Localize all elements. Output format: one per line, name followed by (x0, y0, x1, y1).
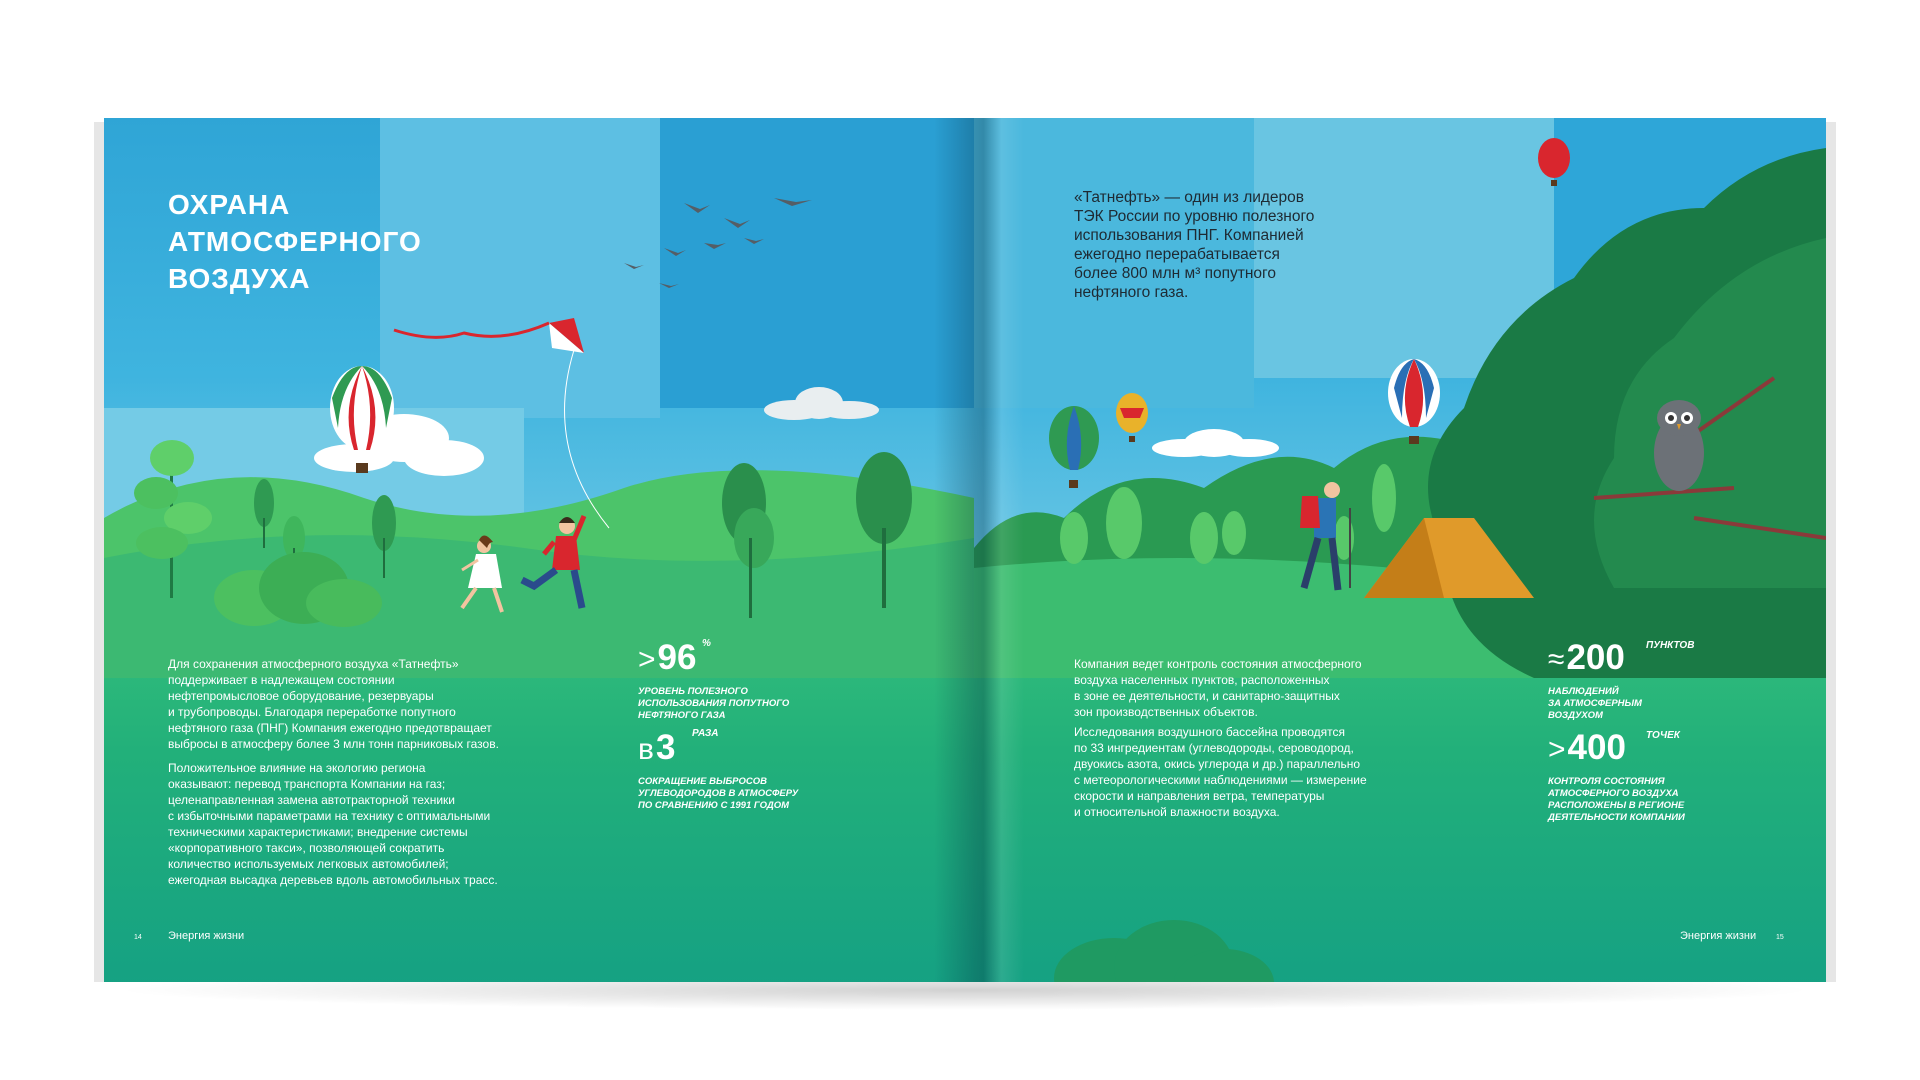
footer-label: Энергия жизни (1680, 930, 1757, 942)
stat-value: 200 (1566, 638, 1625, 677)
stat-value: 3 (655, 728, 676, 767)
stat-unit: ТОЧЕК (1646, 730, 1680, 741)
stat-value: 96 (657, 638, 697, 677)
stat-block (1548, 638, 1778, 722)
hot-air-balloon-icon (1116, 393, 1148, 442)
stat-unit: % (702, 638, 711, 649)
hot-air-balloon-icon (1388, 359, 1440, 444)
owl-icon (1654, 400, 1704, 491)
stat-block (1548, 728, 1778, 824)
page-title: ОХРАНА АТМОСФЕРНОГО ВОЗДУХА (168, 189, 422, 294)
cloud-icon (764, 387, 879, 420)
stat-unit: РАЗА (692, 728, 719, 739)
stat-block (638, 728, 868, 812)
cloud-icon (1152, 429, 1279, 457)
stat-block (638, 638, 868, 722)
intro-text: «Татнефть» — один из лидеров ТЭК России по уровню полезного использования ПНГ. Компанией ежегодно перерабатывается более 800 млн м³ попутного нефтяного газа. (1074, 189, 1315, 301)
page-edge-left (94, 122, 104, 982)
stat-caption: КОНТРОЛЯ СОСТОЯНИЯ АТМОСФЕРНОГО ВОЗДУХА РАСПОЛОЖЕНЫ В РЕГИОНЕ ДЕЯТЕЛЬНОСТИ КОМПАНИИ (1548, 776, 1685, 823)
stat-caption: СОКРАЩЕНИЕ ВЫБРОСОВ УГЛЕВОДОРОДОВ В АТМОСФЕРУ ПО СРАВНЕНИЮ С 1991 ГОДОМ (638, 776, 799, 811)
bush-icon (1054, 920, 1274, 982)
page-number: 14 (134, 934, 142, 941)
body-paragraph: Для сохранения атмосферного воздуха «Татнефть» поддерживает в надлежащем состоянии нефтепромысловое оборудование, резервуары и трубопроводы. Благодаря переработке попутного нефтяного газа (ПНГ) Компания ежегодно предотвращает выбросы в атмосферу более 3 млн тонн парниковых газов. (168, 657, 499, 751)
stat-caption: НАБЛЮДЕНИЙ ЗА АТМОСФЕРНЫМ ВОЗДУХОМ (1548, 686, 1642, 721)
stat-prefix: > (638, 643, 656, 676)
right-page (974, 118, 1826, 982)
left-page (104, 118, 974, 982)
brochure-spread (104, 118, 1826, 982)
page-edge-right (1826, 122, 1836, 982)
stat-unit: ПУНКТОВ (1646, 640, 1695, 651)
hot-air-balloon-icon (1049, 406, 1099, 488)
hot-air-balloon-icon (1538, 138, 1570, 186)
stat-caption: УРОВЕНЬ ПОЛЕЗНОГО ИСПОЛЬЗОВАНИЯ ПОПУТНОГО НЕФТЯНОГО ГАЗА (638, 686, 790, 721)
body-paragraph: Компания ведет контроль состояния атмосферного воздуха населенных пунктов, расположенных в зоне ее деятельности, и санитарно-защитных зон производственных объектов. (1074, 657, 1362, 719)
birds-icon (624, 198, 812, 288)
body-paragraph: Исследования воздушного бассейна проводятся по 33 ингредиентам (углеводороды, сероводород, двуокись азота, окись углерода и др.) параллельно с метеорологическими наблюдениями — измерение скорости и направления ветра, температуры и относительной влажности воздуха. (1074, 725, 1367, 819)
footer-label: Энергия жизни (168, 930, 245, 942)
page-number: 15 (1776, 934, 1784, 941)
body-paragraph: Положительное влияние на экологию региона оказывают: перевод транспорта Компании на газ; целенаправленная замена автотракторной техники с избыточными параметрами на технику с оптимальными техническими характеристиками; внедрение системы «корпоративного такси», позволяющей сократить количество используемых легковых автомобилей; ежегодная высадка деревьев вдоль автомобильных трасс. (168, 761, 498, 887)
stat-prefix: в (638, 733, 654, 766)
stat-prefix: ≈ (1548, 643, 1565, 676)
stat-prefix: > (1548, 733, 1566, 766)
stat-value: 400 (1567, 728, 1626, 767)
